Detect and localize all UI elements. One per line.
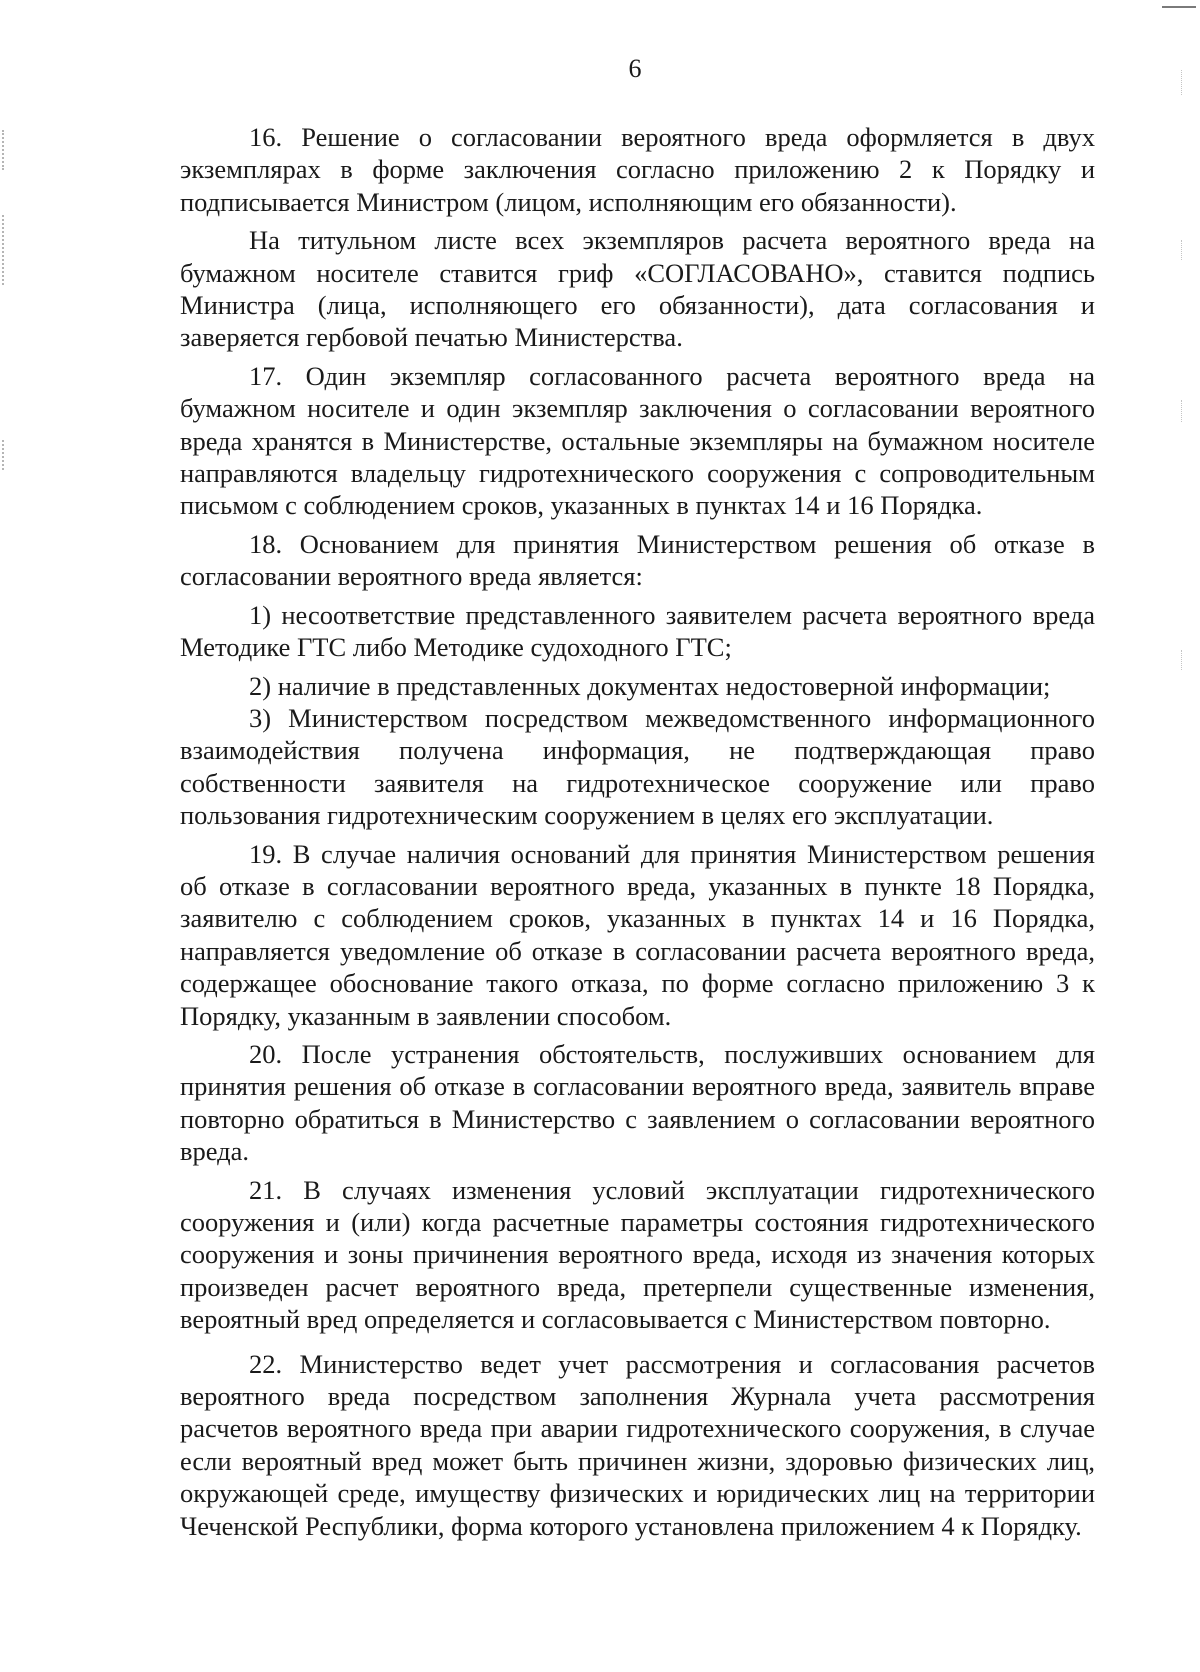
paragraph-20: 20. После устранения обстоятельств, послуживших основанием для принятия решения об отказе в согласовании вероятного вреда, заявитель вправе повторно обратиться в Министерство с заявлением о согласовании вероятного вреда. (180, 1038, 1095, 1167)
paragraph-21: 21. В случаях изменения условий эксплуатации гидротехнического сооружения и (или) когда расчетные параметры состояния гидротехнического сооружения и зоны причинения вероятного вреда, исходя из значения которых произведен расчет вероятного вреда, претерпели существенные изменения, вероятный вред определяется и согласовывается с Министерством повторно. (180, 1174, 1095, 1335)
scan-mark (1162, 6, 1196, 8)
page-number: 6 (628, 54, 642, 83)
paragraph-17: 17. Один экземпляр согласованного расчета вероятного вреда на бумажном носителе и один экземпляр заключения о согласовании вероятного вреда хранятся в Министерстве, остальные экземпляры на бумажном носителе направляются владельцу гидротехнического сооружения с сопроводительным письмом с соблюдением сроков, указанных в пунктах 14 и 16 Порядка. (180, 360, 1095, 521)
paragraph-18: 18. Основанием для принятия Министерством решения об отказе в согласовании вероятного вреда является: (180, 528, 1095, 592)
paragraph-title-page: На титульном листе всех экземпляров расчета вероятного вреда на бумажном носителе ставится гриф «СОГЛАСОВАНО», ставится подпись Министра (лица, исполняющего его обязанности), дата согласования и заверяется гербовой печатью Министерства. (180, 225, 1095, 353)
scan-edge-mark (2, 130, 6, 170)
paragraph-22: 22. Министерство ведет учет рассмотрения и согласования расчетов вероятного вреда посредством заполнения Журнала учета рассмотрения расчетов вероятного вреда при аварии гидротехнического сооружения, в случае если вероятный вред может быть причинен жизни, здоровью физических лиц, окружающей среде, имуществу физических и юридических лиц на территории Чеченской Республики, форма которого установлена приложением 4 к Порядку. (180, 1348, 1095, 1541)
paragraph-19: 19. В случае наличия оснований для принятия Министерством решения об отказе в согласовании вероятного вреда, указанных в пункте 18 Порядка, заявителю с соблюдением сроков, указанных в пунктах 14 и 16 Порядка, направляется уведомление об отказе в согласовании расчета вероятного вреда, содержащее обоснование такого отказа, по форме согласно приложению 3 к Порядку, указанным в заявлении способом. (180, 838, 1095, 1031)
paragraph-18-item-1: 1) несоответствие представленного заявителем расчета вероятного вреда Методике ГТС либо Методике судоходного ГТС; (180, 599, 1095, 663)
paragraph-18-item-3: 3) Министерством посредством межведомственного информационного взаимодействия получена информация, не подтверждающая право собственности заявителя на гидротехническое сооружение или право пользования гидротехническим сооружением в целях его эксплуатации. (180, 702, 1095, 831)
scan-edge-mark (2, 215, 6, 285)
paragraph-18-item-2: 2) наличие в представленных документах недостоверной информации; (249, 670, 1051, 701)
scan-edge-mark (1180, 240, 1182, 260)
scan-edge-mark (2, 440, 6, 470)
scan-edge-mark (1180, 400, 1182, 422)
paragraph-16: 16. Решение о согласовании вероятного вреда оформляется в двух экземплярах в форме заключения согласно приложению 2 к Порядку и подписывается Министром (лицом, исполняющим его обязанности). (180, 122, 1095, 217)
scan-edge-mark (1180, 650, 1182, 670)
document-body (180, 121, 1095, 1542)
